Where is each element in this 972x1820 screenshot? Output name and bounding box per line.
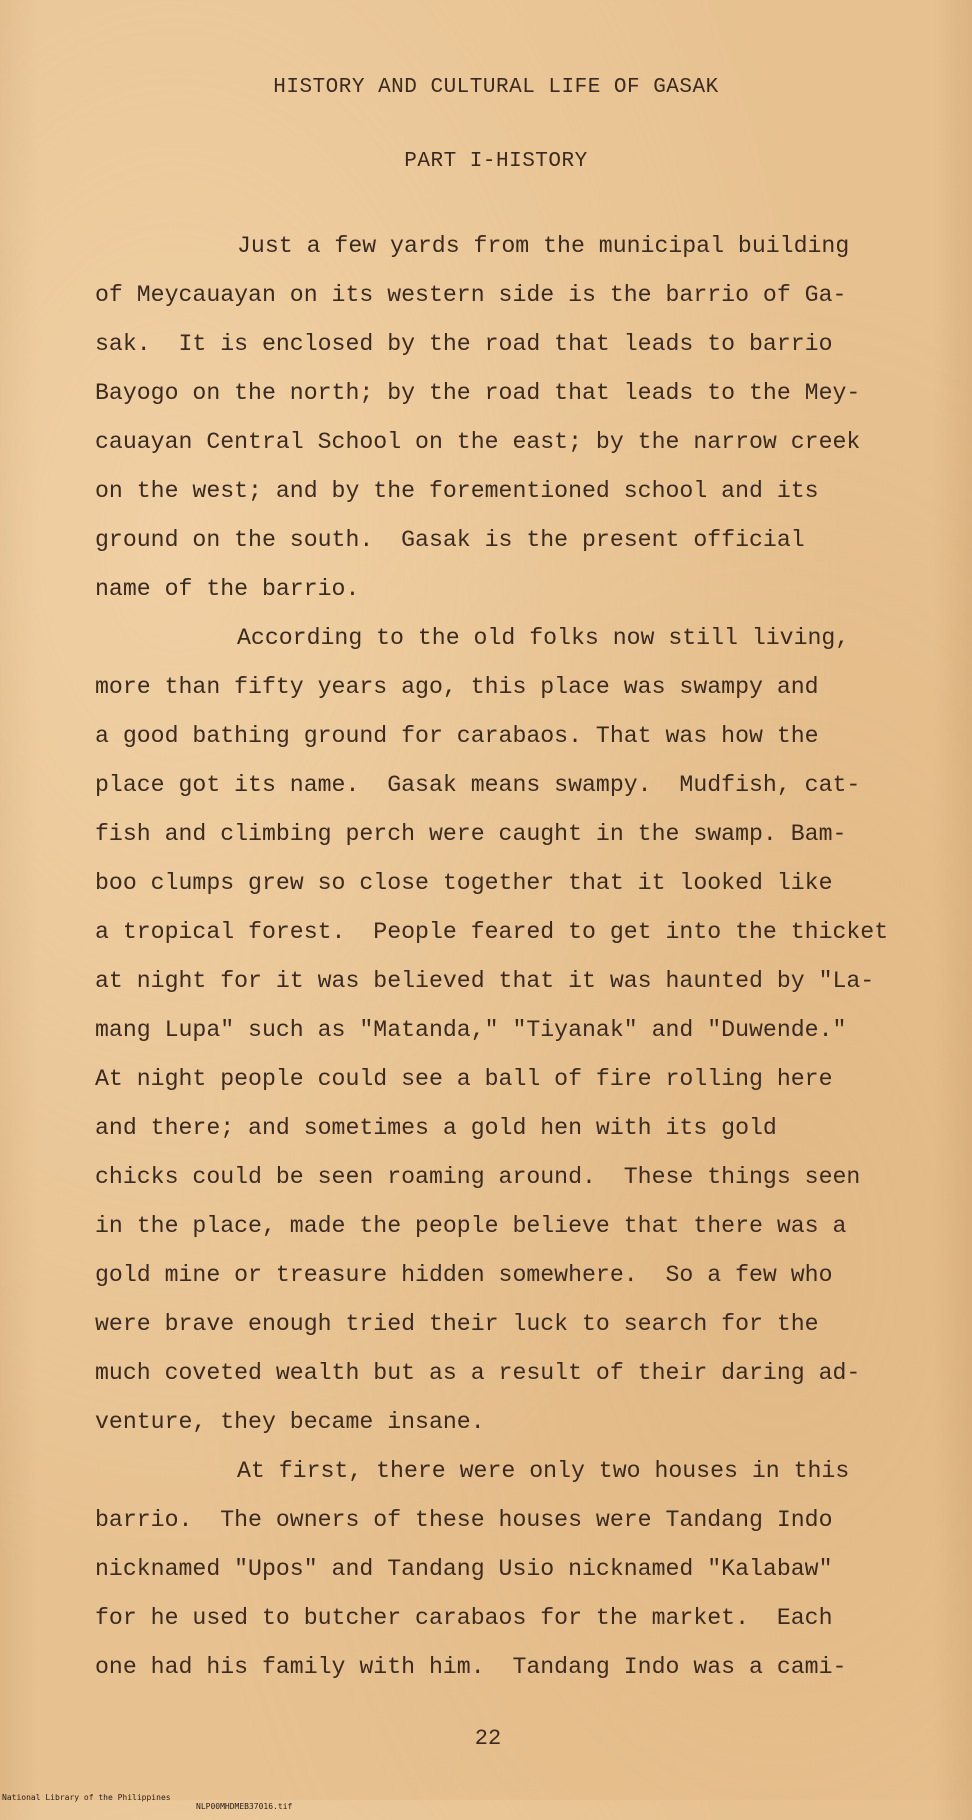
text-line: for he used to butcher carabaos for the market. Each bbox=[95, 1605, 833, 1631]
text-line: cauayan Central School on the east; by the narrow creek bbox=[95, 429, 861, 455]
text-line: much coveted wealth but as a result of their daring ad- bbox=[95, 1360, 861, 1386]
footer-library: National Library of the Philippines bbox=[2, 1793, 171, 1802]
footer-filename: NLP00MHDMEB37016.tif bbox=[196, 1802, 293, 1811]
text-line: name of the barrio. bbox=[95, 576, 360, 602]
text-line: At night people could see a ball of fire rolling here bbox=[95, 1066, 833, 1092]
text-line: of Meycauayan on its western side is the barrio of Ga- bbox=[95, 282, 847, 308]
text-line: venture, they became insane. bbox=[95, 1409, 485, 1435]
text-line: Bayogo on the north; by the road that leads to the Mey- bbox=[95, 380, 861, 406]
scan-footer bbox=[0, 1784, 972, 1820]
text-line: ground on the south. Gasak is the present official bbox=[95, 527, 805, 553]
text-line: Just a few yards from the municipal building bbox=[237, 233, 850, 259]
text-line: at night for it was believed that it was haunted by "La- bbox=[95, 968, 875, 994]
document-subtitle: PART I-HISTORY bbox=[404, 150, 588, 173]
text-line: mang Lupa" such as "Matanda," "Tiyanak" and "Duwende." bbox=[95, 1017, 847, 1043]
text-line: At first, there were only two houses in this bbox=[237, 1458, 850, 1484]
text-line: a good bathing ground for carabaos. That was how the bbox=[95, 723, 819, 749]
text-line: fish and climbing perch were caught in the swamp. Bam- bbox=[95, 821, 847, 847]
document-body bbox=[95, 222, 945, 1692]
text-line: gold mine or treasure hidden somewhere. So a few who bbox=[95, 1262, 833, 1288]
text-line: nicknamed "Upos" and Tandang Usio nicknamed "Kalabaw" bbox=[95, 1556, 833, 1582]
text-line: According to the old folks now still living, bbox=[237, 625, 850, 651]
text-line: more than fifty years ago, this place was swampy and bbox=[95, 674, 819, 700]
text-line: one had his family with him. Tandang Indo was a cami- bbox=[95, 1654, 847, 1680]
text-line: barrio. The owners of these houses were Tandang Indo bbox=[95, 1507, 833, 1533]
text-line: sak. It is enclosed by the road that leads to barrio bbox=[95, 331, 833, 357]
text-line: chicks could be seen roaming around. These things seen bbox=[95, 1164, 861, 1190]
text-line: on the west; and by the forementioned school and its bbox=[95, 478, 819, 504]
text-line: place got its name. Gasak means swampy. Mudfish, cat- bbox=[95, 772, 861, 798]
text-line: and there; and sometimes a gold hen with its gold bbox=[95, 1115, 777, 1141]
text-line: were brave enough tried their luck to search for the bbox=[95, 1311, 819, 1337]
text-line: a tropical forest. People feared to get into the thicket bbox=[95, 919, 889, 945]
text-line: in the place, made the people believe that there was a bbox=[95, 1213, 847, 1239]
text-line: boo clumps grew so close together that it looked like bbox=[95, 870, 833, 896]
document-title: HISTORY AND CULTURAL LIFE OF GASAK bbox=[273, 76, 719, 99]
page-number: 22 bbox=[474, 1726, 502, 1751]
